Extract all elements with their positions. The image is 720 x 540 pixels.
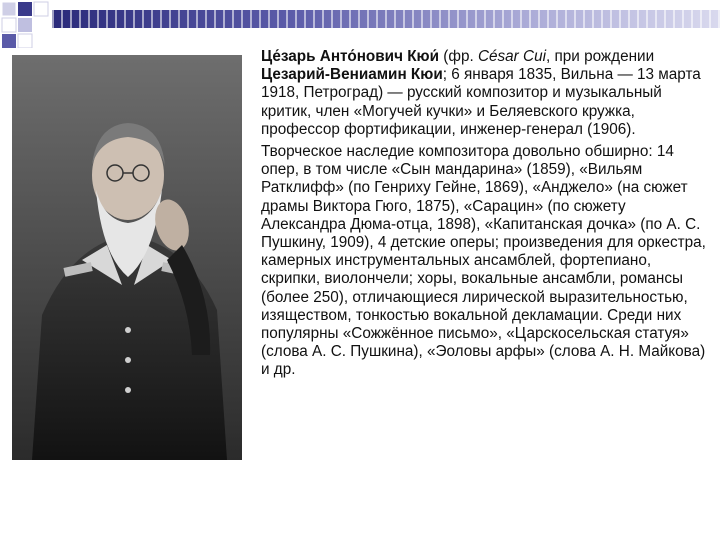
name-french: César Cui bbox=[477, 48, 546, 65]
lead-paragraph bbox=[261, 48, 706, 139]
decorative-squares bbox=[0, 0, 60, 48]
birth-prefix: , при рождении bbox=[545, 48, 655, 65]
lead-rest: ; 6 января 1835, Вильна — 13 марта 1918, Петроград) — русский композитор и музыкальный критик, член «Могучей кучки» и Беляевского кружка, профессор фортификации, инженер-генерал (1906). bbox=[261, 66, 701, 138]
body-paragraph: Творческое наследие композитора довольно обширно: 14 опер, в том числе «Сын мандарина» (1859), «Вильям Ратклифф» (по Генриху Гейне, 1869), «Анджело» (на сюжет драмы Виктора Гюго, 1875), «Сарацин» (по сюжету Александра Дюма-отца, 1898), «Капитанская дочка» (по А. С. Пушкину, 1909), 4 детские оперы; произведения для оркестра, камерных инструментальных ансамблей, фортепиано, скрипки, виолончели; хоры, вокальные ансамбли, романсы (более 250), отличающиеся лирической выразительностью, изяществом, тонкостью вокальной декламации. Среди них популярны «Сожжённое письмо», «Царскосельская статуя» (слова А. С. Пушкина), «Эоловы арфы» (слова А. Н. Майкова) и др. bbox=[261, 143, 706, 379]
portrait-photo bbox=[12, 55, 242, 460]
birth-name: Цезарий-Вениамин Кюи bbox=[261, 66, 443, 84]
decorative-header-bar bbox=[52, 10, 720, 28]
fr-prefix: (фр. bbox=[439, 48, 478, 65]
name-russian: Це́зарь Анто́нович Кюи́ bbox=[261, 48, 440, 65]
biography-text bbox=[261, 48, 706, 384]
